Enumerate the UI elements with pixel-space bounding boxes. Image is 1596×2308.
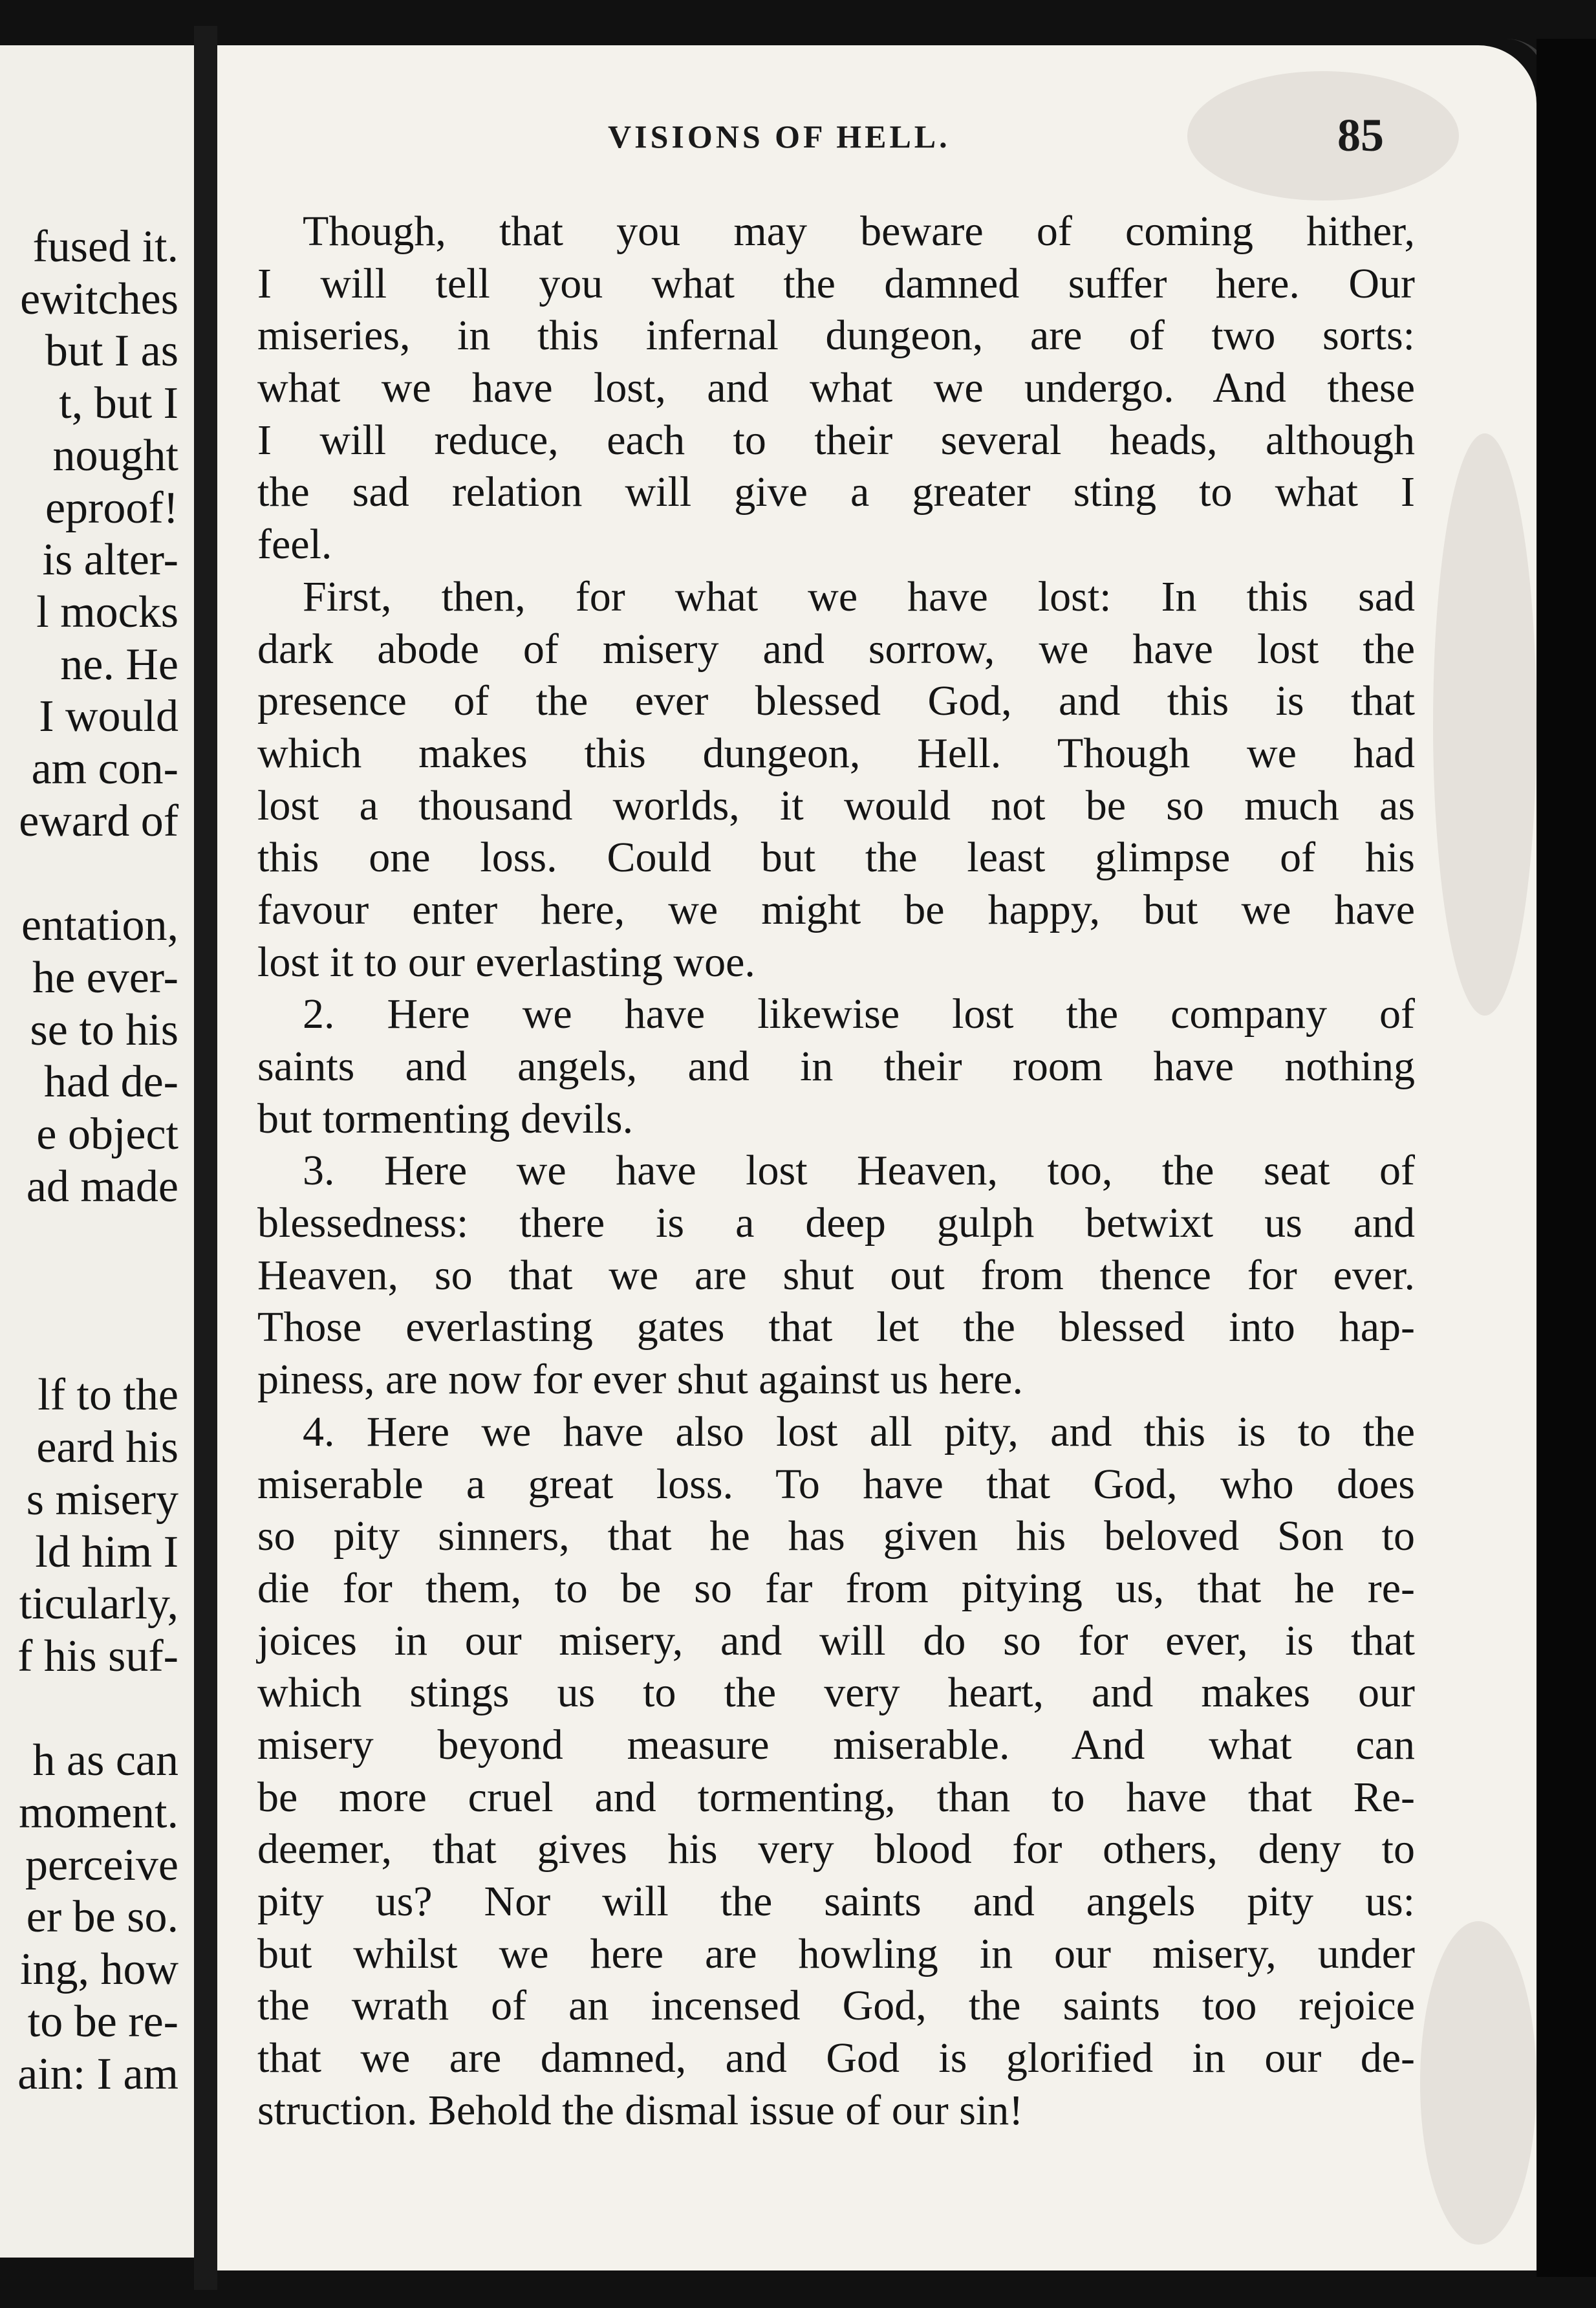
left-page-line: moment. [19, 1788, 178, 1838]
left-page-line: had de- [44, 1057, 178, 1107]
left-page-line: I would [39, 691, 178, 742]
left-page-line: eard his [36, 1422, 178, 1473]
left-page-line: h as can [32, 1736, 178, 1786]
body-text-line: this one loss. Could but the least glimpse of his [257, 834, 1415, 882]
left-page-line: but I as [45, 326, 178, 376]
body-text-line: the sad relation will give a greater sting to what I [257, 468, 1415, 516]
body-text-line: lost a thousand worlds, it would not be so much as [257, 781, 1415, 829]
body-text-line: presence of the ever blessed God, and this is that [257, 677, 1415, 725]
right-edge-shadow [1537, 39, 1596, 2277]
left-page-line: ain: I am [17, 2049, 178, 2099]
left-page-line: is alter- [42, 535, 178, 585]
left-page-line: se to his [30, 1005, 178, 1055]
left-page-line: l mocks [36, 587, 178, 637]
left-page-line: t, but I [59, 378, 178, 429]
body-text-line: I will reduce, each to their several heads, although [257, 416, 1415, 464]
body-text-line: deemer, that gives his very blood for others, deny to [257, 1825, 1415, 1873]
left-page-line: eproof! [45, 483, 178, 533]
body-text-line: that we are damned, and God is glorified in our de- [257, 2034, 1415, 2082]
body-text-line: what we have lost, and what we undergo. And these [257, 364, 1415, 412]
body-text-line: the wrath of an incensed God, the saints too rejoice [257, 1982, 1415, 2030]
stain-mark [1187, 71, 1459, 201]
running-head: VISIONS OF HELL. [608, 118, 951, 155]
body-text-line: dark abode of misery and sorrow, we have lost the [257, 625, 1415, 673]
body-text-line: which makes this dungeon, Hell. Though we had [257, 729, 1415, 777]
left-page-line: fused it. [32, 222, 178, 272]
body-text-line: misery beyond measure miserable. And what can [257, 1721, 1415, 1769]
body-text-line: but whilst we here are howling in our misery, under [257, 1930, 1415, 1977]
body-text-line: die for them, to be so far from pitying us, that he re- [257, 1564, 1415, 1612]
left-page-line: ewitches [20, 274, 178, 324]
body-text-line: saints and angels, and in their room have nothing [257, 1043, 1415, 1090]
body-text-line: piness, are now for ever shut against us here. [257, 1356, 1023, 1404]
body-text-line: be more cruel and tormenting, than to have that Re- [257, 1773, 1415, 1821]
left-page-line: f his suf- [17, 1631, 178, 1681]
body-text-line: miserable a great loss. To have that God, who does [257, 1460, 1415, 1508]
body-text-line: I will tell you what the damned suffer here. Our [257, 259, 1415, 307]
left-page-line: eward of [19, 796, 178, 846]
body-text-line: lost it to our everlasting woe. [257, 938, 755, 986]
body-text [257, 206, 1415, 2137]
left-page-line: ad made [26, 1161, 178, 1212]
body-text-line: Those everlasting gates that let the blessed into hap- [257, 1303, 1415, 1351]
body-text-line: joices in our misery, and will do so for ever, is that [257, 1617, 1415, 1664]
body-text-line: so pity sinners, that he has given his beloved Son to [257, 1512, 1415, 1560]
body-text-line: First, then, for what we have lost: In this sad [303, 572, 1415, 620]
body-text-line: but tormenting devils. [257, 1094, 634, 1142]
left-page-line: to be re- [27, 1996, 178, 2047]
body-text-line: favour enter here, we might be happy, but we have [257, 886, 1415, 933]
body-text-line: blessedness: there is a deep gulph betwixt us and [257, 1199, 1415, 1247]
left-page-line: er be so. [26, 1892, 178, 1943]
page-number: 85 [1337, 109, 1384, 161]
body-text-line: pity us? Nor will the saints and angels pity us: [257, 1878, 1415, 1925]
body-text-line: miseries, in this infernal dungeon, are of two sorts: [257, 312, 1415, 360]
body-text-line: which stings us to the very heart, and makes our [257, 1669, 1415, 1717]
left-page-line: ticularly, [19, 1579, 178, 1629]
body-text-line: 2. Here we have likewise lost the company of [303, 990, 1415, 1038]
left-page-line: nought [52, 430, 178, 481]
book-gutter [194, 26, 217, 2290]
body-text-line: 3. Here we have lost Heaven, too, the seat of [303, 1147, 1415, 1195]
body-text-line: Heaven, so that we are shut out from thence for ever. [257, 1251, 1415, 1299]
left-page-line: ne. He [60, 639, 178, 690]
left-page-line: ld him I [35, 1527, 178, 1577]
body-text-line: feel. [257, 521, 332, 569]
left-page-line: lf to the [38, 1370, 178, 1421]
body-text-line: Though, that you may beware of coming hither, [303, 208, 1415, 255]
left-page-line: s misery [26, 1474, 178, 1525]
left-page-line: entation, [21, 900, 178, 951]
left-page-line: e object [36, 1109, 178, 1159]
left-page-line: he ever- [32, 952, 178, 1003]
left-page-line: ing, how [20, 1944, 178, 1995]
left-page-line: am con- [31, 744, 178, 794]
left-page-fragment [0, 45, 194, 2258]
body-text-line: struction. Behold the dismal issue of our sin! [257, 2086, 1024, 2134]
left-page-line: perceive [25, 1840, 178, 1890]
body-text-line: 4. Here we have also lost all pity, and this is to the [303, 1408, 1415, 1455]
